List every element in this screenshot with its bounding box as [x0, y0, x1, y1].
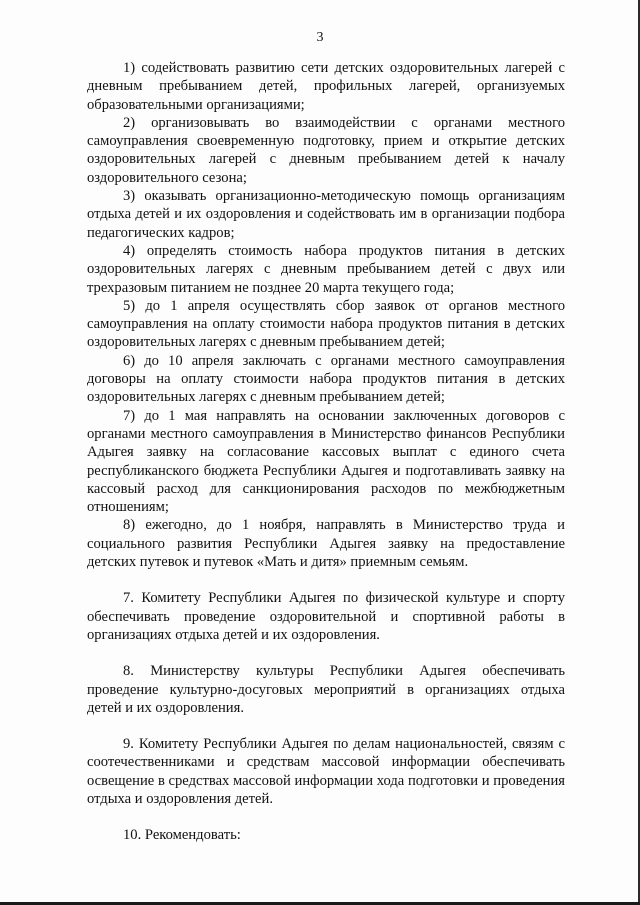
subitem-2: 2) организовывать во взаимодействии с органами местного самоуправления своевременную подготовку, прием и открытие детских оздоровительных лагерей с дневным пребыванием детей к началу оздоровительного сезона;	[87, 114, 565, 186]
subitem-5: 5) до 1 апреля осуществлять сбор заявок от органов местного самоуправления на оплату стоимости набора продуктов питания в детских оздоровительных лагерях с дневным пребыванием детей;	[87, 297, 565, 351]
section-10-recommend: 10. Рекомендовать:	[123, 827, 241, 844]
section-7-sports-committee: 7. Комитету Республики Адыгея по физической культуре и спорту обеспечивать проведение оздоровительной и спортивной работы в организациях отдыха детей и их оздоровления.	[87, 590, 565, 643]
subitem-1: 1) содействовать развитию сети детских оздоровительных лагерей с дневным пребыванием детей, профильных лагерей, организуемых образовательными организациями;	[87, 60, 565, 113]
page-number: 3	[316, 30, 324, 45]
subitem-7: 7) до 1 мая направлять на основании заключенных договоров с органами местного самоуправления в Министерство финансов Республики Адыгея заявку на согласование кассовых выплат с единого счета республиканского бюджета Республики Адыгея и подготавливать заявку на кассовый расход для санкционирования расходов по межбюджетным отношениям;	[87, 407, 565, 516]
subitem-4: 4) определять стоимость набора продуктов питания в детских оздоровительных лагерях с дневным пребыванием детей с двух или трехразовым питанием не позднее 20 марта текущего года;	[87, 242, 565, 296]
subitem-8: 8) ежегодно, до 1 ноября, направлять в Министерство труда и социального развития Республики Адыгея заявку на предоставление детских путевок и путевок «Мать и дитя» приемным семьям.	[87, 517, 565, 571]
subitem-6: 6) до 10 апреля заключать с органами местного самоуправления договоры на оплату стоимости набора продуктов питания в детских оздоровительных лагерях с дневным пребыванием детей;	[87, 352, 565, 406]
section-9-nationalities-committee: 9. Комитету Республики Адыгея по делам национальностей, связям с соотечественниками и средствам массовой информации обеспечивать освещение в средствах массовой информации хода подготовки и проведения отдыха и оздоровления детей.	[87, 736, 565, 807]
subitem-3: 3) оказывать организационно-методическую помощь организациям отдыха детей и их оздоровления и содействовать им в организации подбора педагогических кадров;	[87, 188, 565, 241]
document-body	[87, 59, 565, 845]
section-8-culture-ministry: 8. Министерству культуры Республики Адыгея обеспечивать проведение культурно-досуговых мероприятий в организациях отдыха детей и их оздоровления.	[87, 663, 565, 716]
